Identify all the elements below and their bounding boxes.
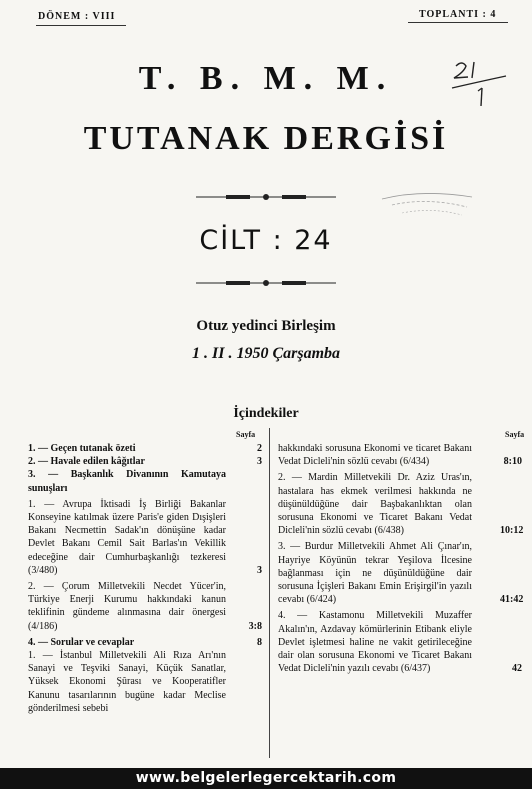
entry-text: 2. — Çorum Milletvekili Necdet Yücer'in, Türkiye Enerji Kurumu hakkındaki kanun teklifinin gündeme alınmasına dair önergesi (4/186) — [28, 581, 226, 632]
volume-label: CİLT : 24 — [199, 225, 333, 256]
contents-entry — [28, 455, 262, 468]
session-title: Otuz yedinci Birleşim — [196, 318, 336, 334]
page-column-label-right: Sayfa — [505, 430, 525, 439]
column-divider — [269, 428, 270, 758]
journal-title: TUTANAK DERGİSİ — [83, 120, 449, 157]
contents-entry — [278, 471, 524, 537]
entry-page: 2 — [257, 443, 262, 454]
contents-entry — [28, 468, 262, 494]
entry-text: 4. — Kastamonu Milletvekili Muzaffer Akalın'ın, Azdavay kömürlerinin Etibank eliyle Devlet işletmesi haline ne vakit getirileceğine dair olan sorusuna Ekonomi ve Ticaret Bakanı Vedat Dicleli'nin yazılı cevabı (6/437) — [278, 610, 472, 675]
entry-page: 8 — [257, 636, 262, 648]
contents-entry — [28, 442, 262, 455]
entry-text: 1. — İstanbul Milletvekili Ali Rıza Arı'nın Sanayi ve Teşviki Sanayi, Küçük Sanatlar, Yüksek Ekonomi Şûrası ve Kooperatifler Kanunu tasarılarının bugüne kadar Meclise gönderilmesi sebebi — [28, 650, 226, 714]
contents-entry — [28, 498, 262, 577]
contents-left-column — [28, 442, 262, 715]
faded-stamp — [372, 185, 482, 225]
contents-right-column — [278, 442, 524, 675]
contents-heading: İçindekiler — [233, 406, 299, 421]
entry-page: 3:8 — [248, 620, 262, 632]
entry-text: 3. — Başkanlık Divanının Kamutaya sunuşları — [28, 469, 226, 494]
entry-page: 8:10 — [503, 456, 522, 468]
entry-text: 1. — Geçen tutanak özeti — [28, 443, 136, 454]
term-label: DÖNEM : VIII — [38, 11, 116, 22]
contents-entry — [278, 540, 524, 606]
session-date: 1 . II . 1950 Çarşamba — [191, 345, 341, 362]
contents-entry — [28, 580, 262, 633]
entry-text: 1. — Avrupa İktisadi İş Birliği Bakanlar Konseyine katılmak üzere Paris'e giden Dışişleri Bakanı Necmettin Sadak'ın dönüşüne kadar Devlet Bakanı Cemil Sait Barlas'ın Vekillik edeceğine dair Cumhurbaşkanlığı tezkeresi (3/480) — [28, 498, 226, 576]
entry-page: 42 — [512, 663, 522, 675]
ornament-divider-top — [196, 193, 336, 201]
entry-text: hakkındaki sorusuna Ekonomi ve ticaret Bakanı Vedat Dicleli'nin sözlü cevabı (6/434) — [278, 443, 472, 468]
contents-entry — [28, 649, 262, 715]
entry-page: 41:42 — [500, 594, 524, 606]
meeting-underline — [408, 22, 508, 23]
meeting-label: TOPLANTI : 4 — [419, 9, 497, 20]
page-column-label-left: Sayfa — [236, 430, 256, 439]
entry-page: 3 — [257, 564, 262, 576]
contents-entry — [278, 609, 522, 675]
entry-text: 2. — Mardin Milletvekili Dr. Aziz Uras'ın, hastalara has ekmek verilmesi hakkında ne düşünüldüğüne dair Başbakanlıktan olan sorusuna Ekonomi ve Ticaret Bakanı Vedat Dicleli'nin sözlü cevabı (6/438) — [278, 472, 472, 537]
entry-page: 3 — [257, 456, 262, 468]
watermark-url: www.belgelerlegercektarih.com — [135, 770, 397, 786]
entry-text: 4. — Sorular ve cevaplar — [28, 636, 135, 648]
parliament-title: T. B. M. M. — [138, 60, 394, 97]
entry-text: 2. — Havale edilen kâğıtlar — [28, 456, 145, 468]
term-underline — [36, 25, 126, 26]
ornament-divider-bottom — [196, 279, 336, 287]
entry-text: 3. — Burdur Milletvekili Ahmet Ali Çınar'ın, Hayriye Köyünün tekrar Yeşilova İlcesine bağlanması için ne düşünüldüğüne dair sorusuna İçişleri Bakanı Emin Erişirgil'in yazılı cevabı (6/424) — [278, 541, 472, 606]
contents-entry — [28, 636, 262, 649]
entry-page: 10:12 — [500, 525, 524, 537]
contents-entry — [278, 442, 522, 468]
